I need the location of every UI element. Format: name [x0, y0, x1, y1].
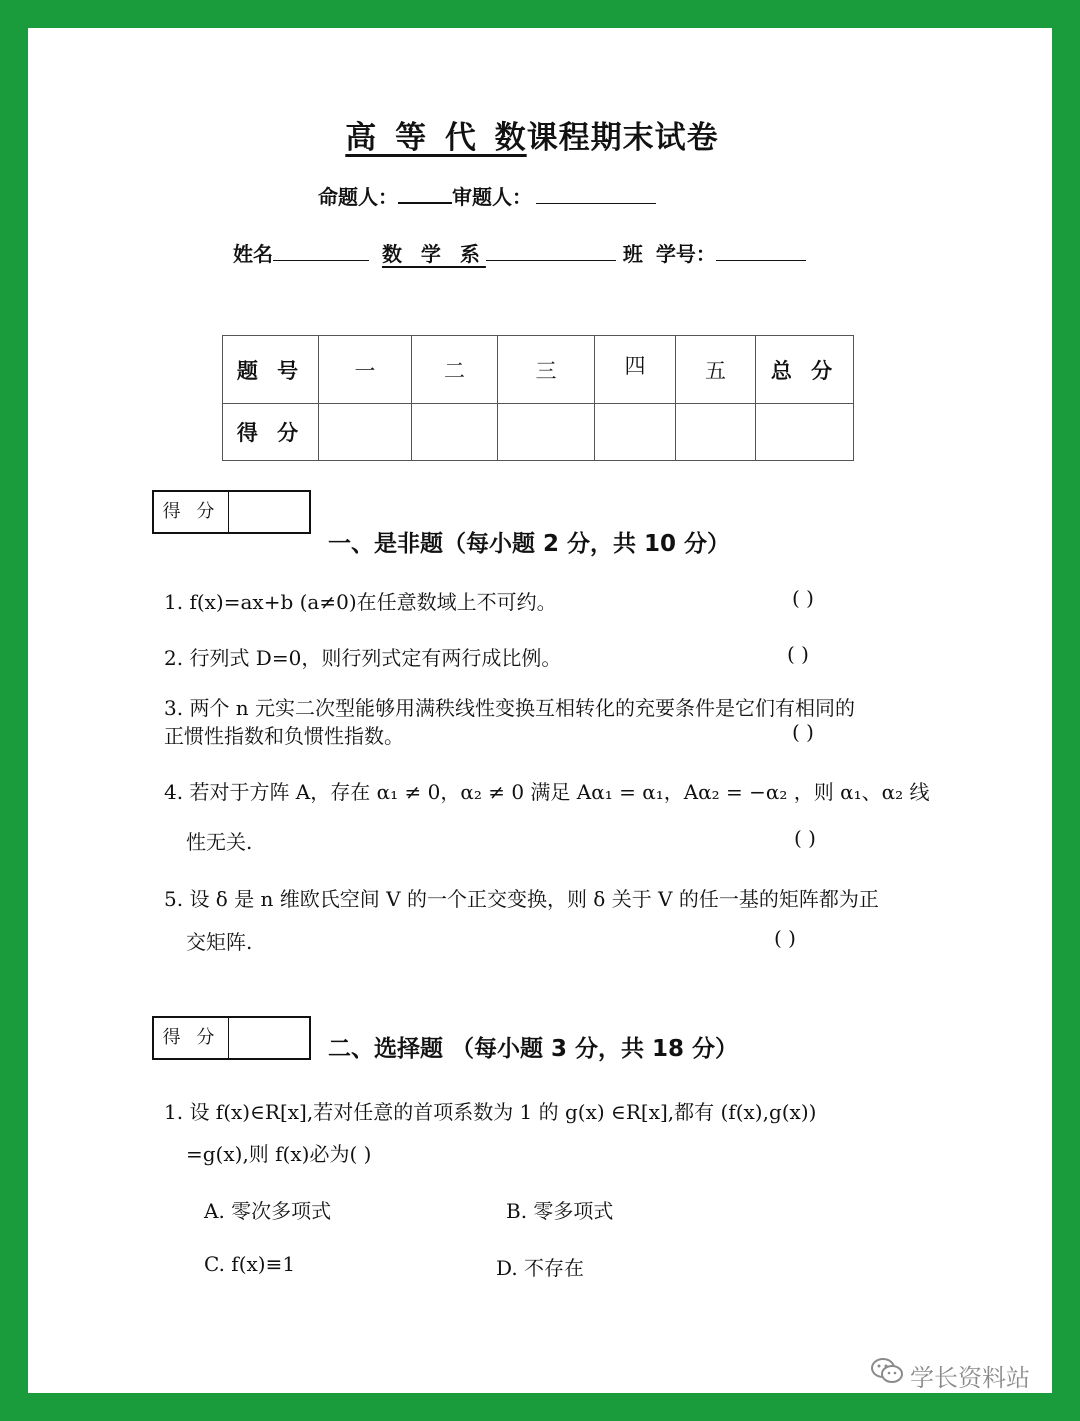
s1-q5-line1: 5. 设 δ 是 n 维欧氏空间 V 的一个正交变换，则 δ 关于 V 的任一基的矩阵都为正 [164, 887, 879, 911]
s1-q5-line2: 交矩阵. [186, 930, 253, 954]
s1-q4-line1: 4. 若对于方阵 A，存在 α₁ ≠ 0，α₂ ≠ 0 满足 Aα₁ = α₁，Aα₂ = −α₂ ，则 α₁、α₂ 线 [164, 780, 930, 804]
col-4: 四 [595, 336, 676, 404]
name-blank [273, 242, 369, 261]
reviewer-blank [536, 185, 656, 204]
score-cell-3 [498, 404, 595, 461]
score-row-label: 得 分 [223, 404, 319, 461]
setter-blank [398, 184, 452, 204]
title-suffix: 课程期末试卷 [526, 120, 719, 156]
section1-score-label: 得 分 [154, 492, 229, 532]
s1-q3-line1: 3. 两个 n 元实二次型能够用满秩线性变换互相转化的充要条件是它们有相同的 [164, 696, 856, 720]
s1-q1-text: 1. f(x)=ax+b (a≠0)在任意数域上不可约。 [164, 590, 557, 614]
title-subject: 高 等 代 数 [345, 120, 527, 156]
total-label: 总 分 [756, 336, 854, 404]
student-info-line [233, 238, 806, 267]
score-table [222, 335, 854, 461]
s1-q5-answer-paren: ( ) [774, 926, 796, 950]
section2-score-field [229, 1018, 309, 1058]
score-cell-total [756, 404, 854, 461]
s2-q1-line1: 1. 设 f(x)∈R[x],若对任意的首项系数为 1 的 g(x) ∈R[x],都有 (f(x),g(x)) [164, 1100, 817, 1124]
option-c: C. f(x)≡1 [204, 1252, 296, 1276]
section2-score-label: 得 分 [154, 1018, 229, 1058]
option-a: A. 零次多项式 [204, 1199, 332, 1223]
id-label: 学号： [655, 242, 716, 266]
watermark-text: 学长资料站 [910, 1364, 1030, 1392]
section2-title: 二、选择题 （每小题 3 分，共 18 分） [328, 1036, 739, 1062]
s1-q3-answer-paren: ( ) [792, 720, 814, 744]
s1-q2-answer-paren: ( ) [787, 642, 809, 666]
wechat-icon [870, 1357, 904, 1385]
reviewer-label: 审题人： [452, 185, 532, 209]
col-3: 三 [498, 336, 595, 404]
s1-q2-text: 2. 行列式 D=0，则行列式定有两行成比例。 [164, 646, 562, 670]
s1-q1-answer-paren: ( ) [792, 586, 814, 610]
dept-label: 数 学 系 [381, 242, 486, 266]
section2-score-box [152, 1016, 311, 1060]
s1-q4-line2: 性无关. [186, 830, 253, 854]
class-label: 班 [622, 242, 643, 266]
col-5: 五 [676, 336, 756, 404]
s1-q3-line2: 正惯性指数和负惯性指数。 [164, 724, 404, 748]
page-title [0, 112, 1064, 157]
score-table-score-row [223, 404, 854, 461]
section1-score-field [229, 492, 309, 532]
col-1: 一 [319, 336, 412, 404]
question-number-label: 题 号 [223, 336, 319, 404]
score-table-header-row [223, 336, 854, 404]
dept-blank [486, 242, 616, 261]
s1-q4-answer-paren: ( ) [794, 826, 816, 850]
id-blank [716, 242, 806, 261]
score-cell-4 [595, 404, 676, 461]
s2-q1-line2: =g(x),则 f(x)必为( ) [186, 1142, 372, 1166]
setter-label: 命题人： [318, 185, 398, 209]
section1-title: 一、是非题（每小题 2 分，共 10 分） [328, 531, 731, 557]
name-label: 姓名 [233, 242, 273, 266]
option-d: D. 不存在 [496, 1256, 585, 1280]
score-cell-1 [319, 404, 412, 461]
option-b: B. 零多项式 [506, 1199, 614, 1223]
score-cell-2 [412, 404, 498, 461]
score-cell-5 [676, 404, 756, 461]
setter-reviewer-line [318, 181, 656, 210]
section1-score-box [152, 490, 311, 534]
col-2: 二 [412, 336, 498, 404]
